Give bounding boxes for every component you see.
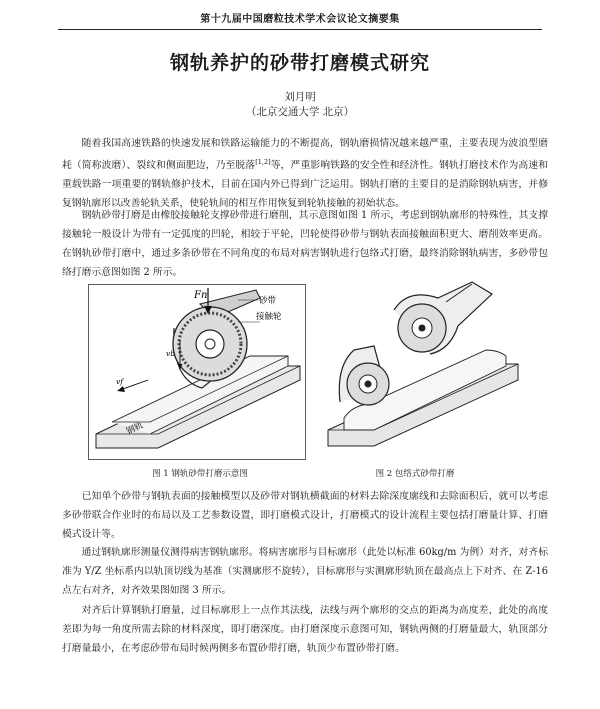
- figure-2-envelope-grinding-diagram: [322, 280, 522, 464]
- paragraph-2: 钢轨砂带打磨是由橡胶接触轮支撑砂带进行磨削，其示意图如图 1 所示，考虑到钢轨廓形的特殊性，其支撑接触轮一般设计为带有一定弧度的凹轮，相较于平轮，凹轮使得砂带与钢轨表面接触面积更大、磨削效率更高。在钢轨砂带打磨中，通过多条砂带在不同角度的布局对病害钢轨进行包络式打磨，最终消除钢轨病害，多砂带包络打磨示意图如图 2 所示。: [62, 210, 548, 278]
- running-header: 第十九届中国磨粒技术学术会议论文摘要集: [58, 10, 542, 30]
- force-label: Fn: [194, 290, 208, 301]
- paragraph-1-part-b: 等，严重影响铁路的安全性和经济性。钢轨打磨技术作为高速和重载铁路一项重要的钢轨修护技术，目前在国内外已得到广泛运用。钢轨打磨的主要目的是消除钢轨病害，并修复钢轨廓形以改善轮轨关系，使轮轨间的相互作用恢复到轮轨接触的初始状态。: [62, 160, 548, 209]
- right-wheel-axle: [419, 325, 426, 332]
- left-wheel-axle: [365, 381, 372, 388]
- figure-1-belt-grinding-diagram: [88, 284, 306, 460]
- author-name: 刘月明: [284, 91, 316, 103]
- paragraph-1-part-a: 随着我国高速铁路的快速发展和铁路运输能力的不断提高，钢轨磨损情况越来越严重，主要表现为波浪型磨耗（简称波磨）、裂纹和侧面肥边，乃至脱落: [62, 138, 548, 171]
- paragraph-5: 对齐后计算钢轨打磨量，过目标廓形上一点作其法线，法线与两个廓形的交点的距离为高度差，此处的高度差即为每一角度所需去除的材料深度，即打磨深度。由打磨深度示意图可知，钢轨两侧的打磨量最大，轨顶部分打磨量最小，在考虑砂带布局时候两侧多布置砂带打磨，轨顶少布置砂带打磨。: [62, 605, 548, 654]
- feed-velocity-arrowhead: [117, 386, 125, 392]
- paragraph-1: [62, 134, 548, 213]
- rail-label: 钢轨: [125, 420, 145, 437]
- author-affiliation: （北京交通大学 北京）: [245, 106, 355, 118]
- figure-1-caption: 图 1 钢轨砂带打磨示意图: [152, 469, 248, 479]
- figure-2-caption: 图 2 包络式砂带打磨: [375, 469, 455, 479]
- paragraph-4: 通过钢轨廓形测量仪测得病害钢轨廓形。将病害廓形与目标廓形（此处以标准 60kg/m 为例）对齐，对齐标准为 Y/Z 坐标系内以轨顶切线为基准（实测廓形不旋转），目标廓形与实测廓形轨顶在最高点上下对齐、在 Z-16 点左右对齐，对齐效果图如图 3 所示。: [62, 547, 548, 596]
- paragraph-3: 已知单个砂带与钢轨表面的接触模型以及砂带对钢轨横截面的材料去除深度廓线和去除面积后，就可以考虑多砂带联合作业时的布局以及工艺参数设置，即打磨模式设计，打磨模式的设计流程主要包括打磨量计算、打磨模式设计等。: [62, 491, 548, 540]
- belt-velocity-label: vb: [166, 349, 176, 358]
- feed-velocity-arrow: [120, 380, 148, 390]
- contact-wheel-axle: [205, 339, 215, 349]
- feed-velocity-label: vf: [116, 377, 124, 386]
- belt-label: 砂带: [259, 296, 277, 306]
- paper-title: 钢轨养护的砂带打磨模式研究: [169, 52, 430, 74]
- wheel-label: 接触轮: [256, 312, 282, 322]
- citation-ref: [1,2]: [255, 158, 271, 166]
